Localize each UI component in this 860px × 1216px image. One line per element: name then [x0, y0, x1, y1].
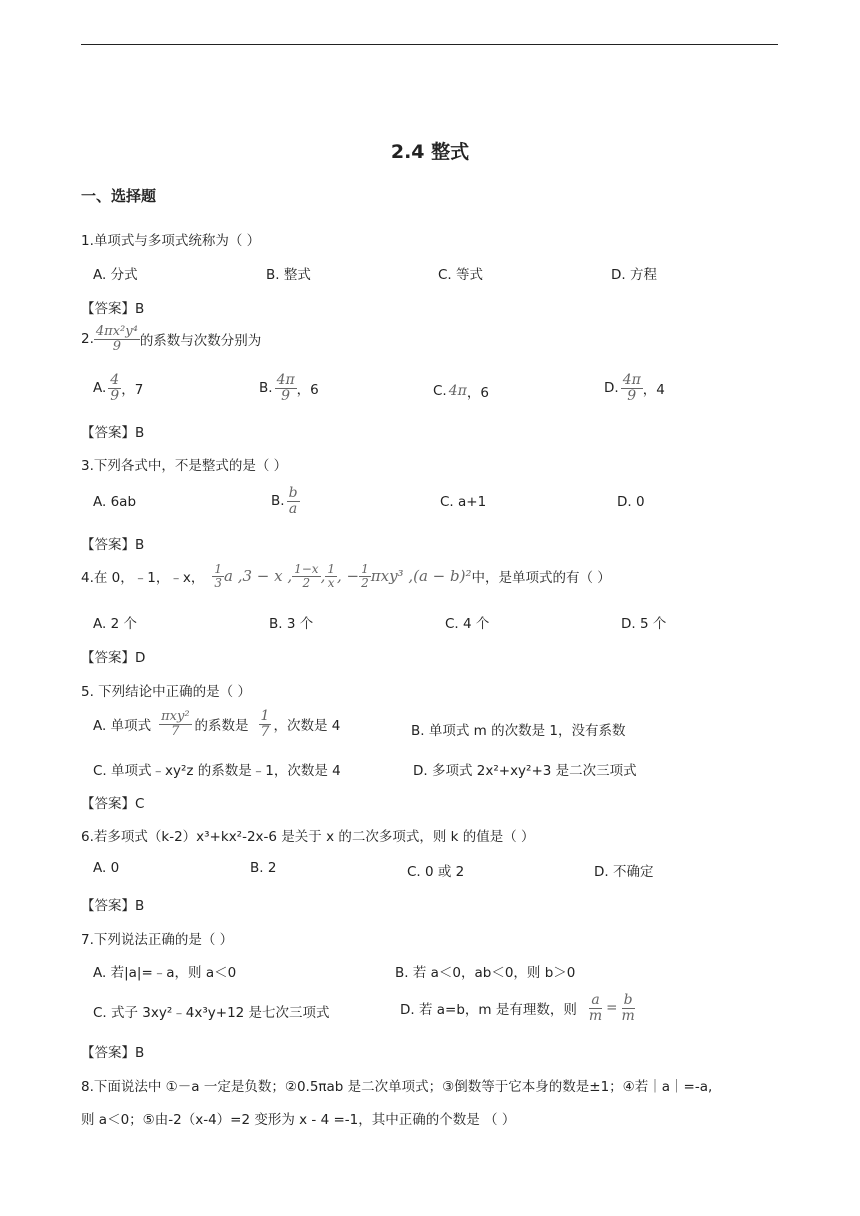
- question-2-answer: 【答案】B: [81, 425, 145, 441]
- question-7-stem: 7.下列说法正确的是（ ）: [81, 932, 234, 948]
- question-7-option-a[interactable]: A. 若|a|=﹣a，则 a＜0: [93, 965, 237, 981]
- question-2-stem-text: 的系数与次数分别为: [139, 333, 262, 350]
- question-4-stem: 4.在 0，﹣1，﹣x， $\frac{1}{3}$ a ,3 − x , $\frac{1-x}{2}$ , $\frac{1}{x}$ , − $\frac{1}{2}$ πxy³ ,(a − b)² 中，是单项式的有（ ）: [81, 562, 611, 590]
- question-4-option-c[interactable]: C. 4 个: [445, 616, 490, 632]
- question-8-line-2: 则 a＜0；⑤由-2（x-4）=2 变形为 x - 4 =-1，其中正确的个数是 （ ）: [81, 1112, 516, 1128]
- question-1-answer: 【答案】B: [81, 301, 145, 317]
- question-2-expression: $\frac{\text{4πx²y⁴}}{9}$: [95, 324, 138, 354]
- question-6-option-b[interactable]: B. 2: [250, 860, 277, 876]
- question-2-number: 2.: [81, 331, 94, 348]
- question-7-option-b[interactable]: B. 若 a＜0，ab＜0，则 b＞0: [395, 965, 576, 981]
- question-6-option-d[interactable]: D. 不确定: [594, 864, 654, 880]
- question-8-line-1: 8.下面说法中 ①－a 一定是负数；②0.5πab 是二次单项式；③倒数等于它本身的数是±1；④若｜a｜=-a,: [81, 1079, 713, 1095]
- question-4-option-d[interactable]: D. 5 个: [621, 616, 667, 632]
- question-6-answer: 【答案】B: [81, 898, 145, 914]
- question-7-answer: 【答案】B: [81, 1045, 145, 1061]
- question-3-option-c[interactable]: C. a+1: [440, 494, 487, 510]
- question-2-option-a[interactable]: A. $\frac{4}{9}$ ，7: [93, 372, 144, 404]
- question-6-stem: 6.若多项式（k-2）x³+kx²-2x-6 是关于 x 的二次多项式，则 k 的值是（ ）: [81, 829, 535, 845]
- question-5-stem: 5. 下列结论中正确的是（ ）: [81, 684, 251, 700]
- question-2-stem: [81, 325, 261, 353]
- question-5-option-d[interactable]: D. 多项式 2x²+xy²+3 是二次三项式: [413, 763, 637, 779]
- question-3-option-d[interactable]: D. 0: [617, 494, 645, 510]
- question-1-stem: 1.单项式与多项式统称为（ ）: [81, 233, 261, 249]
- question-1-option-b[interactable]: B. 整式: [266, 267, 311, 283]
- question-7-option-d[interactable]: D. 若 a=b，m 是有理数，则 $\frac{a}{m}$ = $\frac{b}{m}$: [400, 992, 635, 1024]
- question-6-option-a[interactable]: A. 0: [93, 860, 120, 876]
- question-5-option-c[interactable]: C. 单项式﹣xy²z 的系数是﹣1，次数是 4: [93, 763, 341, 779]
- page-title: 2.4 整式: [390, 141, 470, 163]
- question-7-option-c[interactable]: C. 式子 3xy²﹣4x³y+12 是七次三项式: [93, 1005, 330, 1021]
- question-5-option-a[interactable]: A. 单项式 $\frac{\text{πxy²}}{7}$ 的系数是 $\frac{1}{7}$ ，次数是 4: [93, 708, 341, 740]
- question-5-option-b[interactable]: B. 单项式 m 的次数是 1，没有系数: [411, 723, 626, 739]
- question-2-option-d[interactable]: D. $\frac{4\pi}{9}$ ，4: [604, 372, 665, 404]
- question-2-option-b[interactable]: B. $\frac{4\pi}{9}$ ，6: [259, 372, 319, 404]
- question-3-option-b[interactable]: B. $\frac{b}{a}$: [271, 485, 298, 517]
- question-6-option-c[interactable]: C. 0 或 2: [407, 864, 465, 880]
- question-3-answer: 【答案】B: [81, 537, 145, 553]
- question-5-answer: 【答案】C: [81, 796, 145, 812]
- header-rule: [81, 44, 778, 45]
- question-4-answer: 【答案】D: [81, 650, 146, 666]
- question-3-stem: 3.下列各式中，不是整式的是（ ）: [81, 458, 288, 474]
- question-2-option-c[interactable]: C. 4π ，6: [433, 383, 489, 401]
- question-1-option-a[interactable]: A. 分式: [93, 267, 138, 283]
- question-4-option-b[interactable]: B. 3 个: [269, 616, 314, 632]
- question-1-option-c[interactable]: C. 等式: [438, 267, 484, 283]
- question-4-option-a[interactable]: A. 2 个: [93, 616, 137, 632]
- section-heading: 一、选择题: [81, 187, 157, 205]
- question-3-option-a[interactable]: A. 6ab: [93, 494, 137, 510]
- question-1-option-d[interactable]: D. 方程: [611, 267, 657, 283]
